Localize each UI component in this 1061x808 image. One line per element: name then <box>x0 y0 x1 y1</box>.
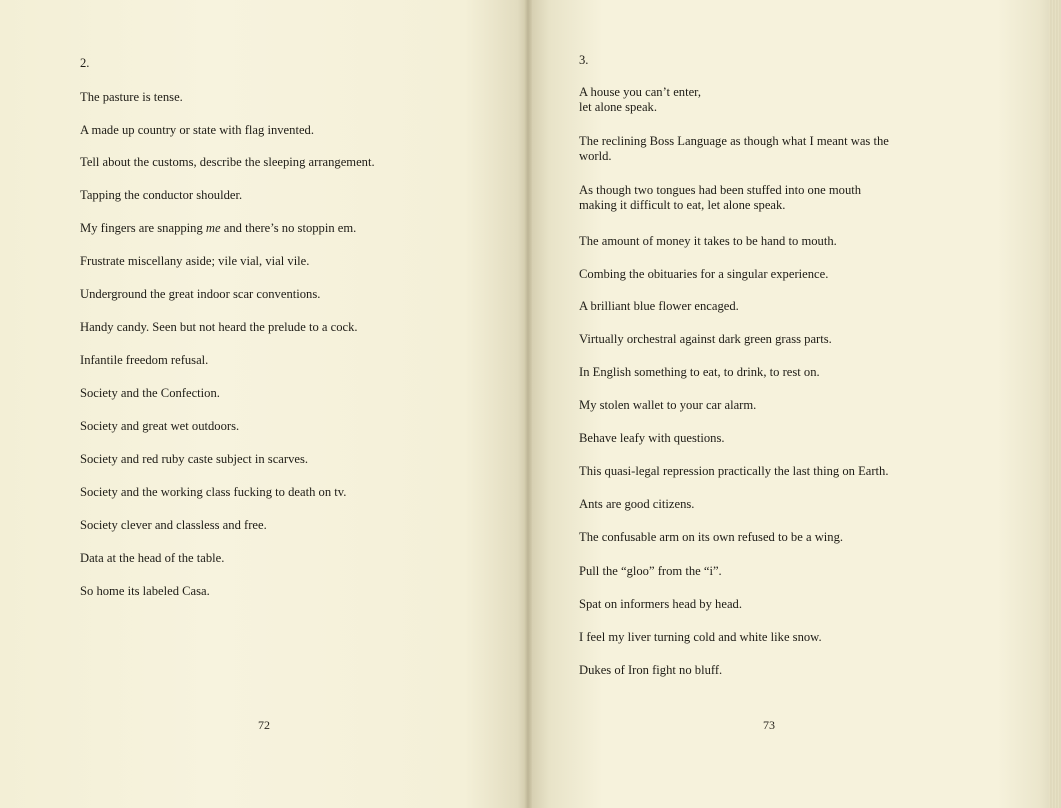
left-line: Society and red ruby caste subject in scarves. <box>80 452 309 466</box>
right-line: The reclining Boss Language as though what I meant was the world. <box>579 134 889 163</box>
left-line: Tapping the conductor shoulder. <box>80 188 243 202</box>
right-page-number: 73 <box>763 718 775 732</box>
left-line: A made up country or state with flag invented. <box>80 123 314 137</box>
left-line: Society and the working class fucking to death on tv. <box>80 485 347 499</box>
right-line: Behave leafy with questions. <box>579 431 725 445</box>
left-line: Frustrate miscellany aside; vile vial, vial vile. <box>80 254 310 268</box>
left-section-label: 2. <box>80 56 90 70</box>
left-line: Society clever and classless and free. <box>80 518 267 532</box>
right-line: I feel my liver turning cold and white like snow. <box>579 630 822 644</box>
left-line: Society and the Confection. <box>80 386 220 400</box>
right-line: Ants are good citizens. <box>579 497 695 511</box>
left-line: Handy candy. Seen but not heard the prelude to a cock. <box>80 320 358 334</box>
right-line: A brilliant blue flower encaged. <box>579 299 739 313</box>
right-line: A house you can’t enter, let alone speak. <box>579 85 702 114</box>
right-line: Spat on informers head by head. <box>579 597 742 611</box>
right-line: The amount of money it takes to be hand to mouth. <box>579 234 837 248</box>
left-line: Data at the head of the table. <box>80 551 225 565</box>
right-line: Virtually orchestral against dark green grass parts. <box>579 332 832 346</box>
left-line: Infantile freedom refusal. <box>80 353 209 367</box>
right-line: Combing the obituaries for a singular experience. <box>579 267 829 281</box>
right-line: In English something to eat, to drink, to rest on. <box>579 365 820 379</box>
left-line: So home its labeled Casa. <box>80 584 210 598</box>
left-line: Underground the great indoor scar conventions. <box>80 287 321 301</box>
right-page <box>528 0 1061 808</box>
left-line: The pasture is tense. <box>80 90 183 104</box>
left-page-number: 72 <box>258 718 270 732</box>
right-line: Pull the “gloo” from the “i”. <box>579 564 722 578</box>
right-line: The confusable arm on its own refused to be a wing. <box>579 530 844 544</box>
right-section-label: 3. <box>579 53 589 67</box>
left-line-part: and there’s no stoppin em. <box>220 221 357 235</box>
left-line-part: My fingers are snapping <box>80 221 206 235</box>
right-line: Dukes of Iron fight no bluff. <box>579 663 723 677</box>
right-line: This quasi-legal repression practically the last thing on Earth. <box>579 464 889 478</box>
left-line: Tell about the customs, describe the sleeping arrangement. <box>80 155 375 169</box>
book-gutter <box>524 0 532 808</box>
left-line-emphasis: me <box>205 221 221 235</box>
left-line: Society and great wet outdoors. <box>80 419 240 433</box>
left-line <box>80 221 356 236</box>
left-page <box>0 0 528 808</box>
right-line: As though two tongues had been stuffed into one mouth making it difficult to eat, let alone speak. <box>579 183 862 212</box>
page-edges <box>1049 0 1061 808</box>
right-line: My stolen wallet to your car alarm. <box>579 398 757 412</box>
